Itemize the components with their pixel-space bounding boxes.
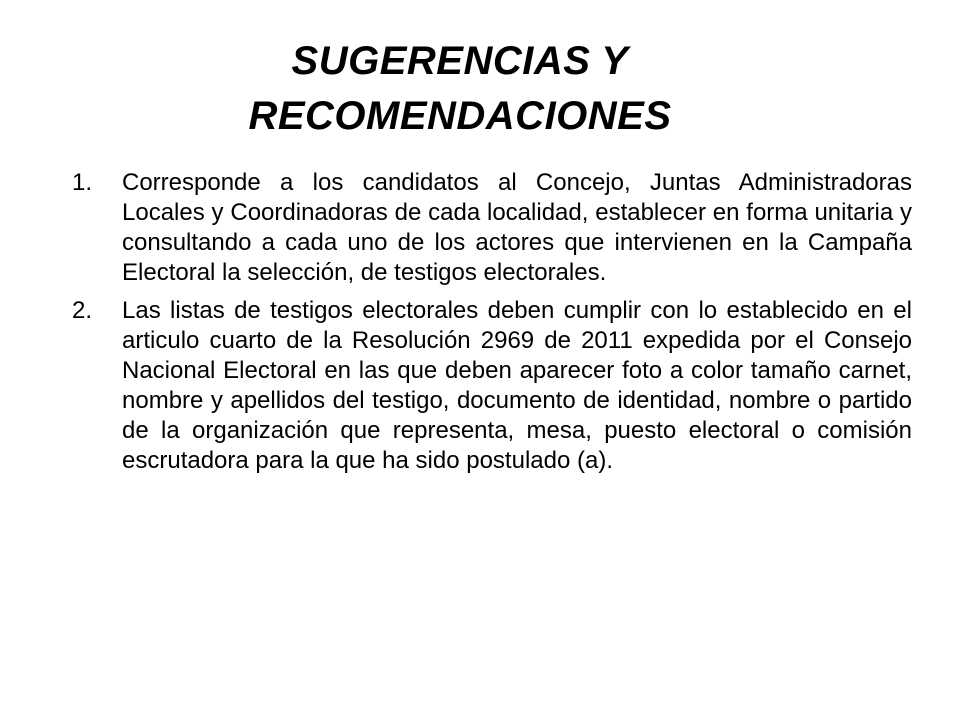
slide-title: SUGERENCIAS Y RECOMENDACIONES [248,39,672,138]
list-item [72,168,912,288]
list-item-text: Corresponde a los candidatos al Concejo, Juntas Administradoras Locales y Coordinadoras de cada localidad, establecer en forma unitaria y consultando a cada uno de los actores que intervienen en la Campaña Electoral la selección, de testigos electorales. [122,169,912,286]
list-item-number: 2. [72,297,93,324]
list-item-text: Las listas de testigos electorales deben cumplir con lo establecido en el articulo cuarto de la Resolución 2969 de 2011 expedida por el Consejo Nacional Electoral en las que deben aparecer foto a color tamaño carnet, nombre y apellidos del testigo, documento de identidad, nombre o partido de la organización que representa, mesa, puesto electoral o comisión escrutadora para la que ha sido postulado (a). [122,297,912,474]
list-item-number: 1. [72,169,93,196]
recommendations-list [72,168,912,484]
list-item [72,296,912,476]
